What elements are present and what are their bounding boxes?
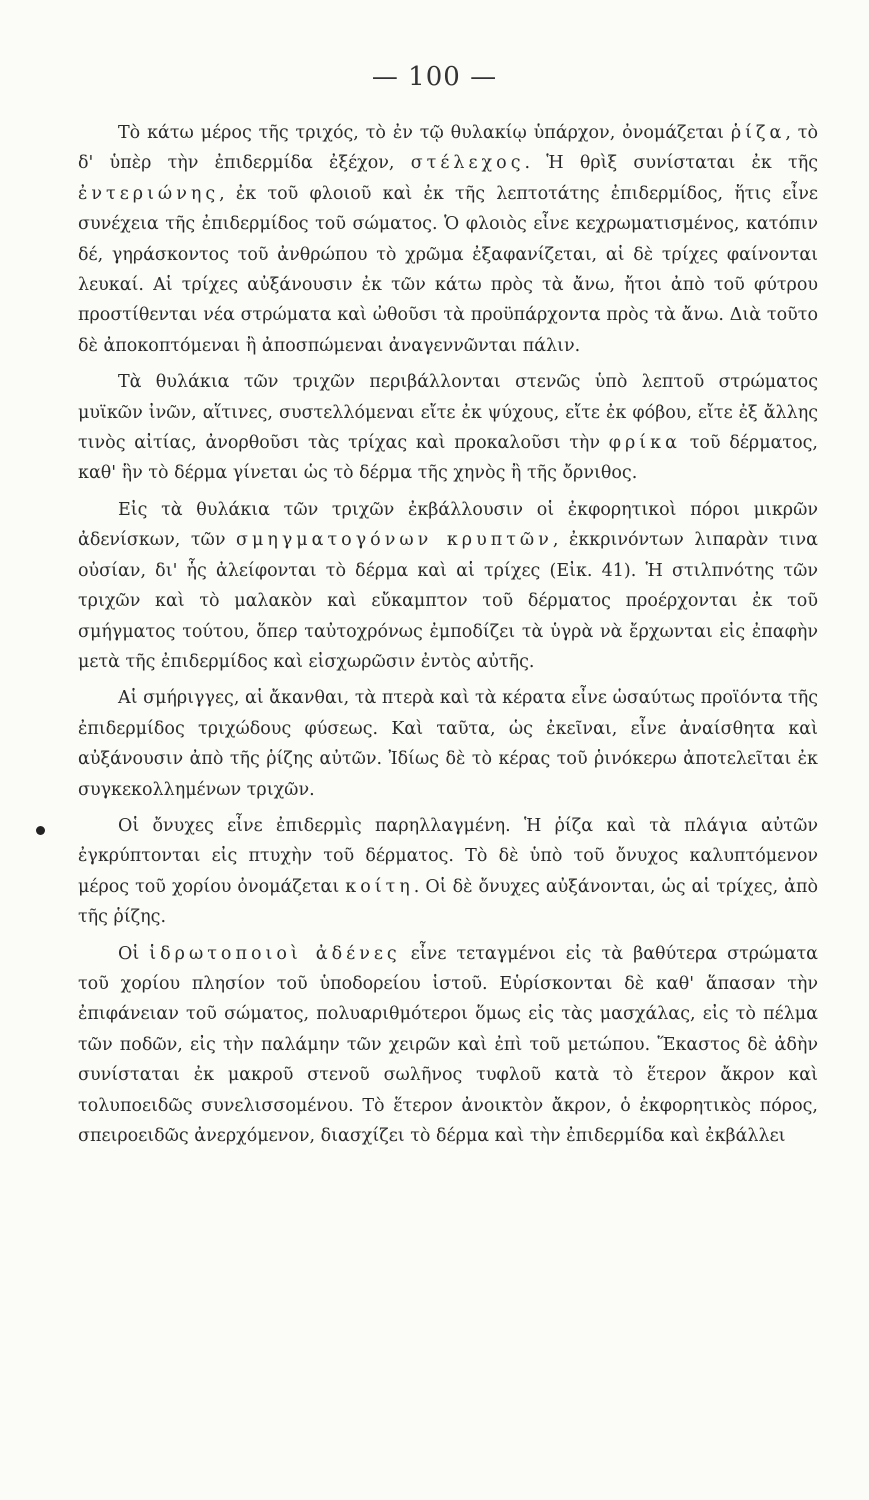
text-segment: , τὸ δ' ὑπὲρ τὴν ἐπιδερμίδα ἐξέχον, xyxy=(78,123,818,174)
text-segment: Εἰς τὰ θυλάκια τῶν τριχῶν ἐκβάλλουσιν οἱ ἐκφορητικοὶ πόροι μικρῶν ἀδενίσκων, τῶν xyxy=(78,499,818,551)
text-segment: , ἐκκρινόντων λιπαρὰν τινα οὐσίαν, δι' ἧς ἀλείφονται τὸ δέρμα καὶ αἱ τρίχες (Εἰκ. 41). Ἡ στιλπνότης τῶν τριχῶν καὶ τὸ μαλακὸν καὶ εὔκαμπτον τοῦ δέρματος προέρχονται ἐκ τοῦ σμήγματος τούτου, ὅπερ ταὐτοχρόνως ἐμποδίζει τὰ ὑγρὰ νὰ ἔρχωνται εἰς ἐπαφὴν μετὰ τῆς ἐπιδερμίδος καὶ εἰσχωρῶσιν ἐντὸς αὐτῆς. xyxy=(78,530,818,672)
text-segment: Οἱ ὄνυχες εἶνε ἐπιδερμὶς παρηλλαγμένη. Ἡ ῥίζα καὶ τὰ πλάγια αὐτῶν ἐγκρύπτονται εἰς πτυχὴν τοῦ δέρματος. Τὸ δὲ ὑπὸ τοῦ ὄνυχος καλυπτόμενον μέρος τοῦ χορίου ὀνομάζεται xyxy=(78,815,818,897)
paragraph-sweat-glands xyxy=(78,939,818,1152)
paragraph-hair-structure xyxy=(78,118,818,361)
body-text xyxy=(78,118,818,1157)
text-segment: . Οἱ δὲ ὄνυχες αὐξάνονται, ὡς αἱ τρίχες, ἀπὸ τῆς ῥίζης. xyxy=(78,876,818,928)
paragraph-sebaceous-glands xyxy=(78,495,818,677)
paragraph-spines-horns xyxy=(78,683,818,805)
spaced-term: σμηγματογόνων κρυπτῶν xyxy=(236,530,553,551)
text-segment: , ἐκ τοῦ φλοιοῦ καὶ ἐκ τῆς λεπτοτάτης ἐπιδερμίδος, ἥτις εἶνε συνέχεια τῆς ἐπιδερμίδος τοῦ σώματος. Ὁ φλοιὸς εἶνε κεχρωματισμένος, κατόπιν δέ, γηράσκοντος τοῦ ἀνθρώπου τὸ χρῶμα ἐξαφανίζεται, αἱ δὲ τρίχες φαίνονται λευκαί. Αἱ τρίχες αὐξάνουσιν ἐκ τῶν κάτω πρὸς τὰ ἄνω, ἤτοι ἀπὸ τοῦ φύτρου προστίθενται νέα στρώματα καὶ ὠθοῦσι τὰ προϋπάρχοντα πρὸς τὰ ἄνω. Διὰ τοῦτο δὲ ἀποκοπτόμεναι ἢ ἀποσπώμεναι ἀναγεννῶνται πάλιν. xyxy=(78,183,818,356)
margin-ink-dot xyxy=(36,826,45,835)
spaced-term: ῥίζα xyxy=(730,123,786,143)
spaced-term: φρίκα xyxy=(608,433,681,454)
text-segment: Οἱ xyxy=(118,943,150,964)
text-segment: τοῦ δέρματος, καθ' ἣν τὸ δέρμα γίνεται ὡς τὸ δέρμα τῆς χηνὸς ἢ τῆς ὄρνιθος. xyxy=(78,433,818,484)
text-segment: εἶνε τεταγμένοι εἰς τὰ βαθύτερα στρώματα τοῦ χορίου πλησίον τοῦ ὑποδορείου ἱστοῦ. Εὑρίσκονται δὲ καθ' ἅπασαν τὴν ἐπιφάνειαν τοῦ σώματος, πολυαριθμότεροι ὅμως εἰς τὰς μασχάλας, εἰς τὸ πέλμα τῶν ποδῶν, εἰς τὴν παλάμην τῶν χειρῶν καὶ ἐπὶ τοῦ μετώπου. Ἕκαστος δὲ ἀδὴν συνίσταται ἐκ μακροῦ στενοῦ σωλῆνος τυφλοῦ κατὰ τὸ ἕτερον ἄκρον καὶ τολυποειδῶς συνελισσομένου. Τὸ ἕτερον ἀνοικτὸν ἄκρον, ὁ ἐκφορητικὸς πόρος, σπειροειδῶς ἀνερχόμενον, διασχίζει τὸ δέρμα καὶ τὴν ἐπιδερμίδα καὶ ἐκβάλλει xyxy=(78,943,818,1146)
paragraph-hair-follicles xyxy=(78,367,818,489)
text-segment: . Ἡ θρὶξ συνίσταται ἐκ τῆς xyxy=(524,153,818,174)
text-segment: Τὸ κάτω μέρος τῆς τριχός, τὸ ἐν τῷ θυλακίῳ ὑπάρχον, ὀνομάζεται xyxy=(118,123,731,143)
spaced-term: κοίτη xyxy=(345,876,414,897)
spaced-term: ἐντεριώνης xyxy=(78,183,220,204)
page-number: — 100 — xyxy=(371,62,498,92)
spaced-term: στέλεχος xyxy=(410,153,525,174)
text-segment: Αἱ σμήριγγες, αἱ ἄκανθαι, τὰ πτερὰ καὶ τὰ κέρατα εἶνε ὡσαύτως προϊόντα τῆς ἐπιδερμίδος τριχώδους φύσεως. Καὶ ταῦτα, ὡς ἐκεῖναι, εἶνε ἀναίσθητα καὶ αὐξάνουσιν ἀπὸ τῆς ῥίζης αὐτῶν. Ἰδίως δὲ τὸ κέρας τοῦ ῥινόκερω ἀποτελεῖται ἐκ συγκεκολλημένων τριχῶν. xyxy=(78,688,818,800)
paragraph-nails xyxy=(78,811,818,933)
spaced-term: ἱδρωτοποιοὶ ἀδένες xyxy=(149,943,401,964)
text-segment: Τὰ θυλάκια τῶν τριχῶν περιβάλλονται στενῶς ὑπὸ λεπτοῦ στρώματος μυϊκῶν ἰνῶν, αἵτινες, συστελλόμεναι εἴτε ἐκ ψύχους, εἴτε ἐκ φόβου, εἴτε ἐξ ἄλλης τινὸς αἰτίας, ἀνορθοῦσι τὰς τρίχας καὶ προκαλοῦσι τὴν xyxy=(78,372,818,454)
